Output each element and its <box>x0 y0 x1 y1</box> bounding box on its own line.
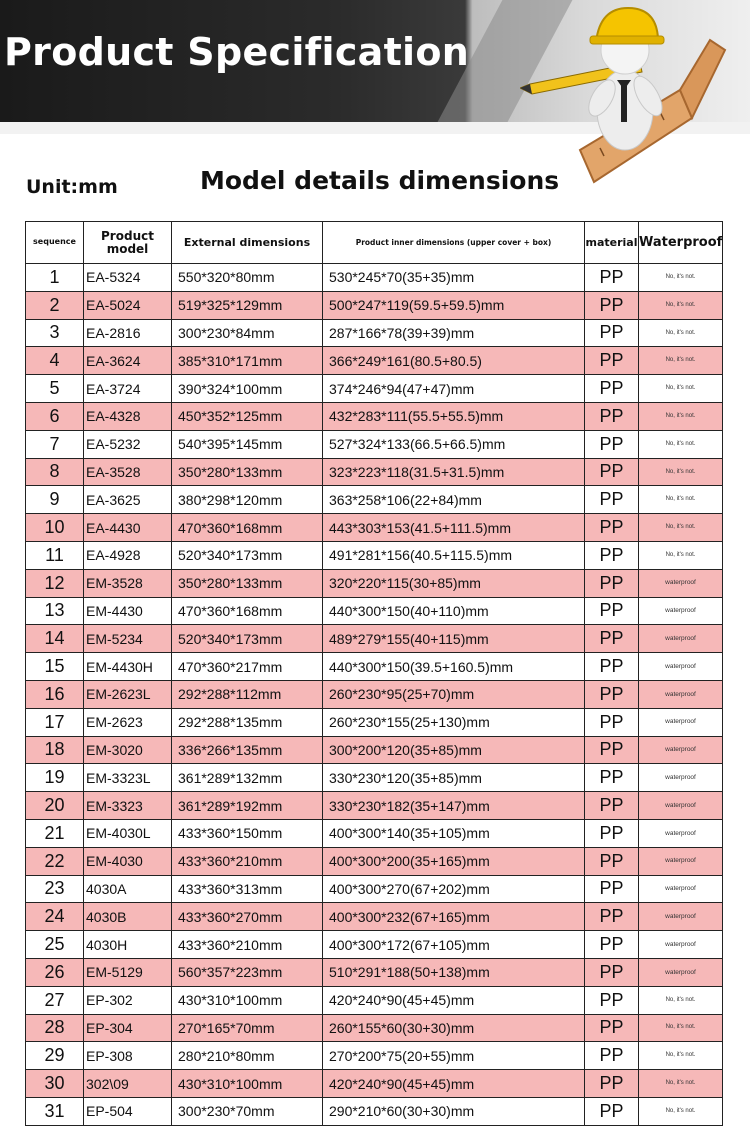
cell-inner: 420*240*90(45+45)mm <box>323 1070 585 1098</box>
cell-sequence: 3 <box>26 319 84 347</box>
cell-waterproof: waterproof <box>639 931 723 959</box>
cell-model: EA-3724 <box>84 375 172 403</box>
cell-material: PP <box>585 1070 639 1098</box>
table-row <box>26 986 723 1014</box>
cell-waterproof: No, it's not. <box>639 458 723 486</box>
cell-waterproof: No, it's not. <box>639 514 723 542</box>
cell-inner: 260*155*60(30+30)mm <box>323 1014 585 1042</box>
cell-model: 4030H <box>84 931 172 959</box>
cell-sequence: 20 <box>26 792 84 820</box>
cell-external: 350*280*133mm <box>172 458 323 486</box>
cell-external: 300*230*70mm <box>172 1097 323 1125</box>
cell-inner: 400*300*200(35+165)mm <box>323 847 585 875</box>
cell-sequence: 7 <box>26 430 84 458</box>
table-row <box>26 764 723 792</box>
cell-waterproof: waterproof <box>639 764 723 792</box>
cell-waterproof: waterproof <box>639 653 723 681</box>
cell-model: EM-3528 <box>84 569 172 597</box>
cell-inner: 374*246*94(47+47)mm <box>323 375 585 403</box>
cell-sequence: 18 <box>26 736 84 764</box>
unit-label: Unit:mm <box>26 176 118 198</box>
cell-sequence: 5 <box>26 375 84 403</box>
cell-model: EP-308 <box>84 1042 172 1070</box>
cell-external: 520*340*173mm <box>172 541 323 569</box>
cell-material: PP <box>585 319 639 347</box>
col-header-external: External dimensions <box>172 222 323 264</box>
cell-inner: 287*166*78(39+39)mm <box>323 319 585 347</box>
cell-material: PP <box>585 430 639 458</box>
cell-external: 430*310*100mm <box>172 986 323 1014</box>
table-row <box>26 1097 723 1125</box>
table-row <box>26 319 723 347</box>
cell-inner: 363*258*106(22+84)mm <box>323 486 585 514</box>
cell-sequence: 19 <box>26 764 84 792</box>
cell-external: 292*288*135mm <box>172 708 323 736</box>
cell-external: 433*360*210mm <box>172 931 323 959</box>
cell-inner: 400*300*140(35+105)mm <box>323 819 585 847</box>
cell-waterproof: waterproof <box>639 680 723 708</box>
cell-material: PP <box>585 819 639 847</box>
table-row <box>26 958 723 986</box>
cell-sequence: 31 <box>26 1097 84 1125</box>
cell-inner: 290*210*60(30+30)mm <box>323 1097 585 1125</box>
cell-material: PP <box>585 569 639 597</box>
page-title: Product Specification <box>4 30 470 74</box>
table-row <box>26 514 723 542</box>
cell-external: 470*360*168mm <box>172 514 323 542</box>
cell-inner: 440*300*150(40+110)mm <box>323 597 585 625</box>
cell-sequence: 12 <box>26 569 84 597</box>
cell-material: PP <box>585 931 639 959</box>
cell-model: EM-4430H <box>84 653 172 681</box>
cell-inner: 366*249*161(80.5+80.5) <box>323 347 585 375</box>
cell-inner: 270*200*75(20+55)mm <box>323 1042 585 1070</box>
cell-waterproof: waterproof <box>639 708 723 736</box>
cell-model: EP-302 <box>84 986 172 1014</box>
table-row <box>26 291 723 319</box>
cell-external: 430*310*100mm <box>172 1070 323 1098</box>
cell-inner: 260*230*155(25+130)mm <box>323 708 585 736</box>
cell-inner: 400*300*232(67+165)mm <box>323 903 585 931</box>
cell-model: EA-5324 <box>84 264 172 292</box>
cell-model: EM-4030 <box>84 847 172 875</box>
cell-sequence: 2 <box>26 291 84 319</box>
cell-material: PP <box>585 1014 639 1042</box>
cell-external: 433*360*210mm <box>172 847 323 875</box>
cell-sequence: 22 <box>26 847 84 875</box>
cell-external: 470*360*217mm <box>172 653 323 681</box>
table-row <box>26 1070 723 1098</box>
cell-material: PP <box>585 541 639 569</box>
col-header-inner: Product inner dimensions (upper cover + box) <box>323 222 585 264</box>
cell-sequence: 26 <box>26 958 84 986</box>
table-row <box>26 847 723 875</box>
cell-waterproof: No, it's not. <box>639 291 723 319</box>
cell-inner: 530*245*70(35+35)mm <box>323 264 585 292</box>
cell-model: EA-4430 <box>84 514 172 542</box>
cell-sequence: 9 <box>26 486 84 514</box>
cell-sequence: 13 <box>26 597 84 625</box>
cell-inner: 400*300*270(67+202)mm <box>323 875 585 903</box>
cell-sequence: 21 <box>26 819 84 847</box>
cell-sequence: 24 <box>26 903 84 931</box>
col-header-material: material <box>585 222 639 264</box>
cell-inner: 330*230*120(35+85)mm <box>323 764 585 792</box>
cell-waterproof: No, it's not. <box>639 264 723 292</box>
cell-sequence: 6 <box>26 402 84 430</box>
cell-waterproof: waterproof <box>639 819 723 847</box>
cell-material: PP <box>585 514 639 542</box>
cell-model: EM-5129 <box>84 958 172 986</box>
cell-inner: 330*230*182(35+147)mm <box>323 792 585 820</box>
cell-model: EA-3625 <box>84 486 172 514</box>
cell-material: PP <box>585 875 639 903</box>
cell-external: 361*289*192mm <box>172 792 323 820</box>
table-row <box>26 541 723 569</box>
cell-material: PP <box>585 347 639 375</box>
cell-model: EA-5024 <box>84 291 172 319</box>
table-row <box>26 625 723 653</box>
cell-material: PP <box>585 291 639 319</box>
cell-material: PP <box>585 903 639 931</box>
cell-inner: 443*303*153(41.5+111.5)mm <box>323 514 585 542</box>
table-row <box>26 931 723 959</box>
cell-waterproof: No, it's not. <box>639 430 723 458</box>
cell-model: EM-2623 <box>84 708 172 736</box>
cell-material: PP <box>585 486 639 514</box>
cell-material: PP <box>585 847 639 875</box>
cell-sequence: 15 <box>26 653 84 681</box>
cell-model: 4030A <box>84 875 172 903</box>
cell-model: EA-4928 <box>84 541 172 569</box>
table-row <box>26 430 723 458</box>
cell-external: 433*360*270mm <box>172 903 323 931</box>
table-row <box>26 597 723 625</box>
cell-waterproof: No, it's not. <box>639 319 723 347</box>
cell-waterproof: No, it's not. <box>639 1070 723 1098</box>
cell-sequence: 28 <box>26 1014 84 1042</box>
cell-sequence: 11 <box>26 541 84 569</box>
cell-inner: 300*200*120(35+85)mm <box>323 736 585 764</box>
cell-model: EM-4430 <box>84 597 172 625</box>
cell-material: PP <box>585 1097 639 1125</box>
cell-external: 450*352*125mm <box>172 402 323 430</box>
cell-waterproof: No, it's not. <box>639 541 723 569</box>
table-row <box>26 903 723 931</box>
cell-sequence: 8 <box>26 458 84 486</box>
cell-model: 302\09 <box>84 1070 172 1098</box>
section-heading: Model details dimensions <box>200 166 560 195</box>
cell-model: EM-4030L <box>84 819 172 847</box>
cell-external: 270*165*70mm <box>172 1014 323 1042</box>
cell-waterproof: waterproof <box>639 569 723 597</box>
cell-external: 560*357*223mm <box>172 958 323 986</box>
cell-external: 470*360*168mm <box>172 597 323 625</box>
cell-material: PP <box>585 1042 639 1070</box>
cell-external: 390*324*100mm <box>172 375 323 403</box>
cell-sequence: 29 <box>26 1042 84 1070</box>
cell-external: 550*320*80mm <box>172 264 323 292</box>
table-row <box>26 569 723 597</box>
cell-waterproof: waterproof <box>639 903 723 931</box>
cell-external: 433*360*313mm <box>172 875 323 903</box>
table-row <box>26 458 723 486</box>
table-row <box>26 653 723 681</box>
cell-external: 385*310*171mm <box>172 347 323 375</box>
table-row <box>26 402 723 430</box>
cell-external: 380*298*120mm <box>172 486 323 514</box>
cell-sequence: 1 <box>26 264 84 292</box>
cell-waterproof: waterproof <box>639 597 723 625</box>
cell-waterproof: waterproof <box>639 847 723 875</box>
cell-inner: 527*324*133(66.5+66.5)mm <box>323 430 585 458</box>
cell-inner: 420*240*90(45+45)mm <box>323 986 585 1014</box>
cell-material: PP <box>585 792 639 820</box>
cell-external: 300*230*84mm <box>172 319 323 347</box>
cell-material: PP <box>585 986 639 1014</box>
cell-model: EA-5232 <box>84 430 172 458</box>
cell-inner: 440*300*150(39.5+160.5)mm <box>323 653 585 681</box>
cell-inner: 323*223*118(31.5+31.5)mm <box>323 458 585 486</box>
cell-model: EP-304 <box>84 1014 172 1042</box>
cell-external: 280*210*80mm <box>172 1042 323 1070</box>
cell-model: EA-4328 <box>84 402 172 430</box>
table-row <box>26 819 723 847</box>
cell-sequence: 17 <box>26 708 84 736</box>
cell-material: PP <box>585 597 639 625</box>
cell-material: PP <box>585 764 639 792</box>
cell-inner: 320*220*115(30+85)mm <box>323 569 585 597</box>
cell-model: EP-504 <box>84 1097 172 1125</box>
table-row <box>26 347 723 375</box>
cell-external: 433*360*150mm <box>172 819 323 847</box>
cell-inner: 500*247*119(59.5+59.5)mm <box>323 291 585 319</box>
cell-model: EA-3528 <box>84 458 172 486</box>
cell-waterproof: No, it's not. <box>639 1014 723 1042</box>
cell-sequence: 27 <box>26 986 84 1014</box>
cell-inner: 510*291*188(50+138)mm <box>323 958 585 986</box>
cell-waterproof: No, it's not. <box>639 986 723 1014</box>
cell-sequence: 16 <box>26 680 84 708</box>
table-row <box>26 736 723 764</box>
cell-model: EM-3323L <box>84 764 172 792</box>
cell-model: EA-3624 <box>84 347 172 375</box>
cell-external: 350*280*133mm <box>172 569 323 597</box>
cell-waterproof: No, it's not. <box>639 402 723 430</box>
table-row <box>26 264 723 292</box>
cell-waterproof: waterproof <box>639 736 723 764</box>
cell-sequence: 10 <box>26 514 84 542</box>
cell-waterproof: No, it's not. <box>639 375 723 403</box>
table-row <box>26 708 723 736</box>
cell-external: 540*395*145mm <box>172 430 323 458</box>
cell-material: PP <box>585 680 639 708</box>
cell-inner: 432*283*111(55.5+55.5)mm <box>323 402 585 430</box>
cell-inner: 491*281*156(40.5+115.5)mm <box>323 541 585 569</box>
col-header-model: Product model <box>84 222 172 264</box>
cell-external: 520*340*173mm <box>172 625 323 653</box>
cell-material: PP <box>585 653 639 681</box>
cell-material: PP <box>585 958 639 986</box>
table-header-row <box>26 222 723 264</box>
cell-model: EM-2623L <box>84 680 172 708</box>
cell-model: EM-5234 <box>84 625 172 653</box>
table-row <box>26 1014 723 1042</box>
cell-sequence: 23 <box>26 875 84 903</box>
cell-inner: 260*230*95(25+70)mm <box>323 680 585 708</box>
cell-sequence: 4 <box>26 347 84 375</box>
cell-material: PP <box>585 375 639 403</box>
table-row <box>26 680 723 708</box>
cell-external: 336*266*135mm <box>172 736 323 764</box>
cell-waterproof: waterproof <box>639 875 723 903</box>
cell-material: PP <box>585 402 639 430</box>
table-row <box>26 375 723 403</box>
cell-external: 361*289*132mm <box>172 764 323 792</box>
table-row <box>26 792 723 820</box>
cell-inner: 489*279*155(40+115)mm <box>323 625 585 653</box>
table-row <box>26 875 723 903</box>
cell-waterproof: No, it's not. <box>639 1042 723 1070</box>
cell-material: PP <box>585 458 639 486</box>
cell-waterproof: waterproof <box>639 625 723 653</box>
cell-model: EA-2816 <box>84 319 172 347</box>
spec-table <box>25 221 723 1126</box>
cell-waterproof: No, it's not. <box>639 486 723 514</box>
cell-material: PP <box>585 708 639 736</box>
cell-external: 292*288*112mm <box>172 680 323 708</box>
col-header-waterproof: Waterproof <box>639 222 723 264</box>
cell-sequence: 30 <box>26 1070 84 1098</box>
cell-sequence: 25 <box>26 931 84 959</box>
cell-sequence: 14 <box>26 625 84 653</box>
cell-model: EM-3323 <box>84 792 172 820</box>
cell-external: 519*325*129mm <box>172 291 323 319</box>
cell-model: EM-3020 <box>84 736 172 764</box>
cell-waterproof: waterproof <box>639 792 723 820</box>
cell-material: PP <box>585 736 639 764</box>
col-header-sequence: sequence <box>26 222 84 264</box>
cell-material: PP <box>585 625 639 653</box>
table-row <box>26 486 723 514</box>
cell-waterproof: waterproof <box>639 958 723 986</box>
cell-material: PP <box>585 264 639 292</box>
cell-inner: 400*300*172(67+105)mm <box>323 931 585 959</box>
cell-waterproof: No, it's not. <box>639 1097 723 1125</box>
cell-waterproof: No, it's not. <box>639 347 723 375</box>
table-body <box>26 264 723 1126</box>
cell-model: 4030B <box>84 903 172 931</box>
table-row <box>26 1042 723 1070</box>
